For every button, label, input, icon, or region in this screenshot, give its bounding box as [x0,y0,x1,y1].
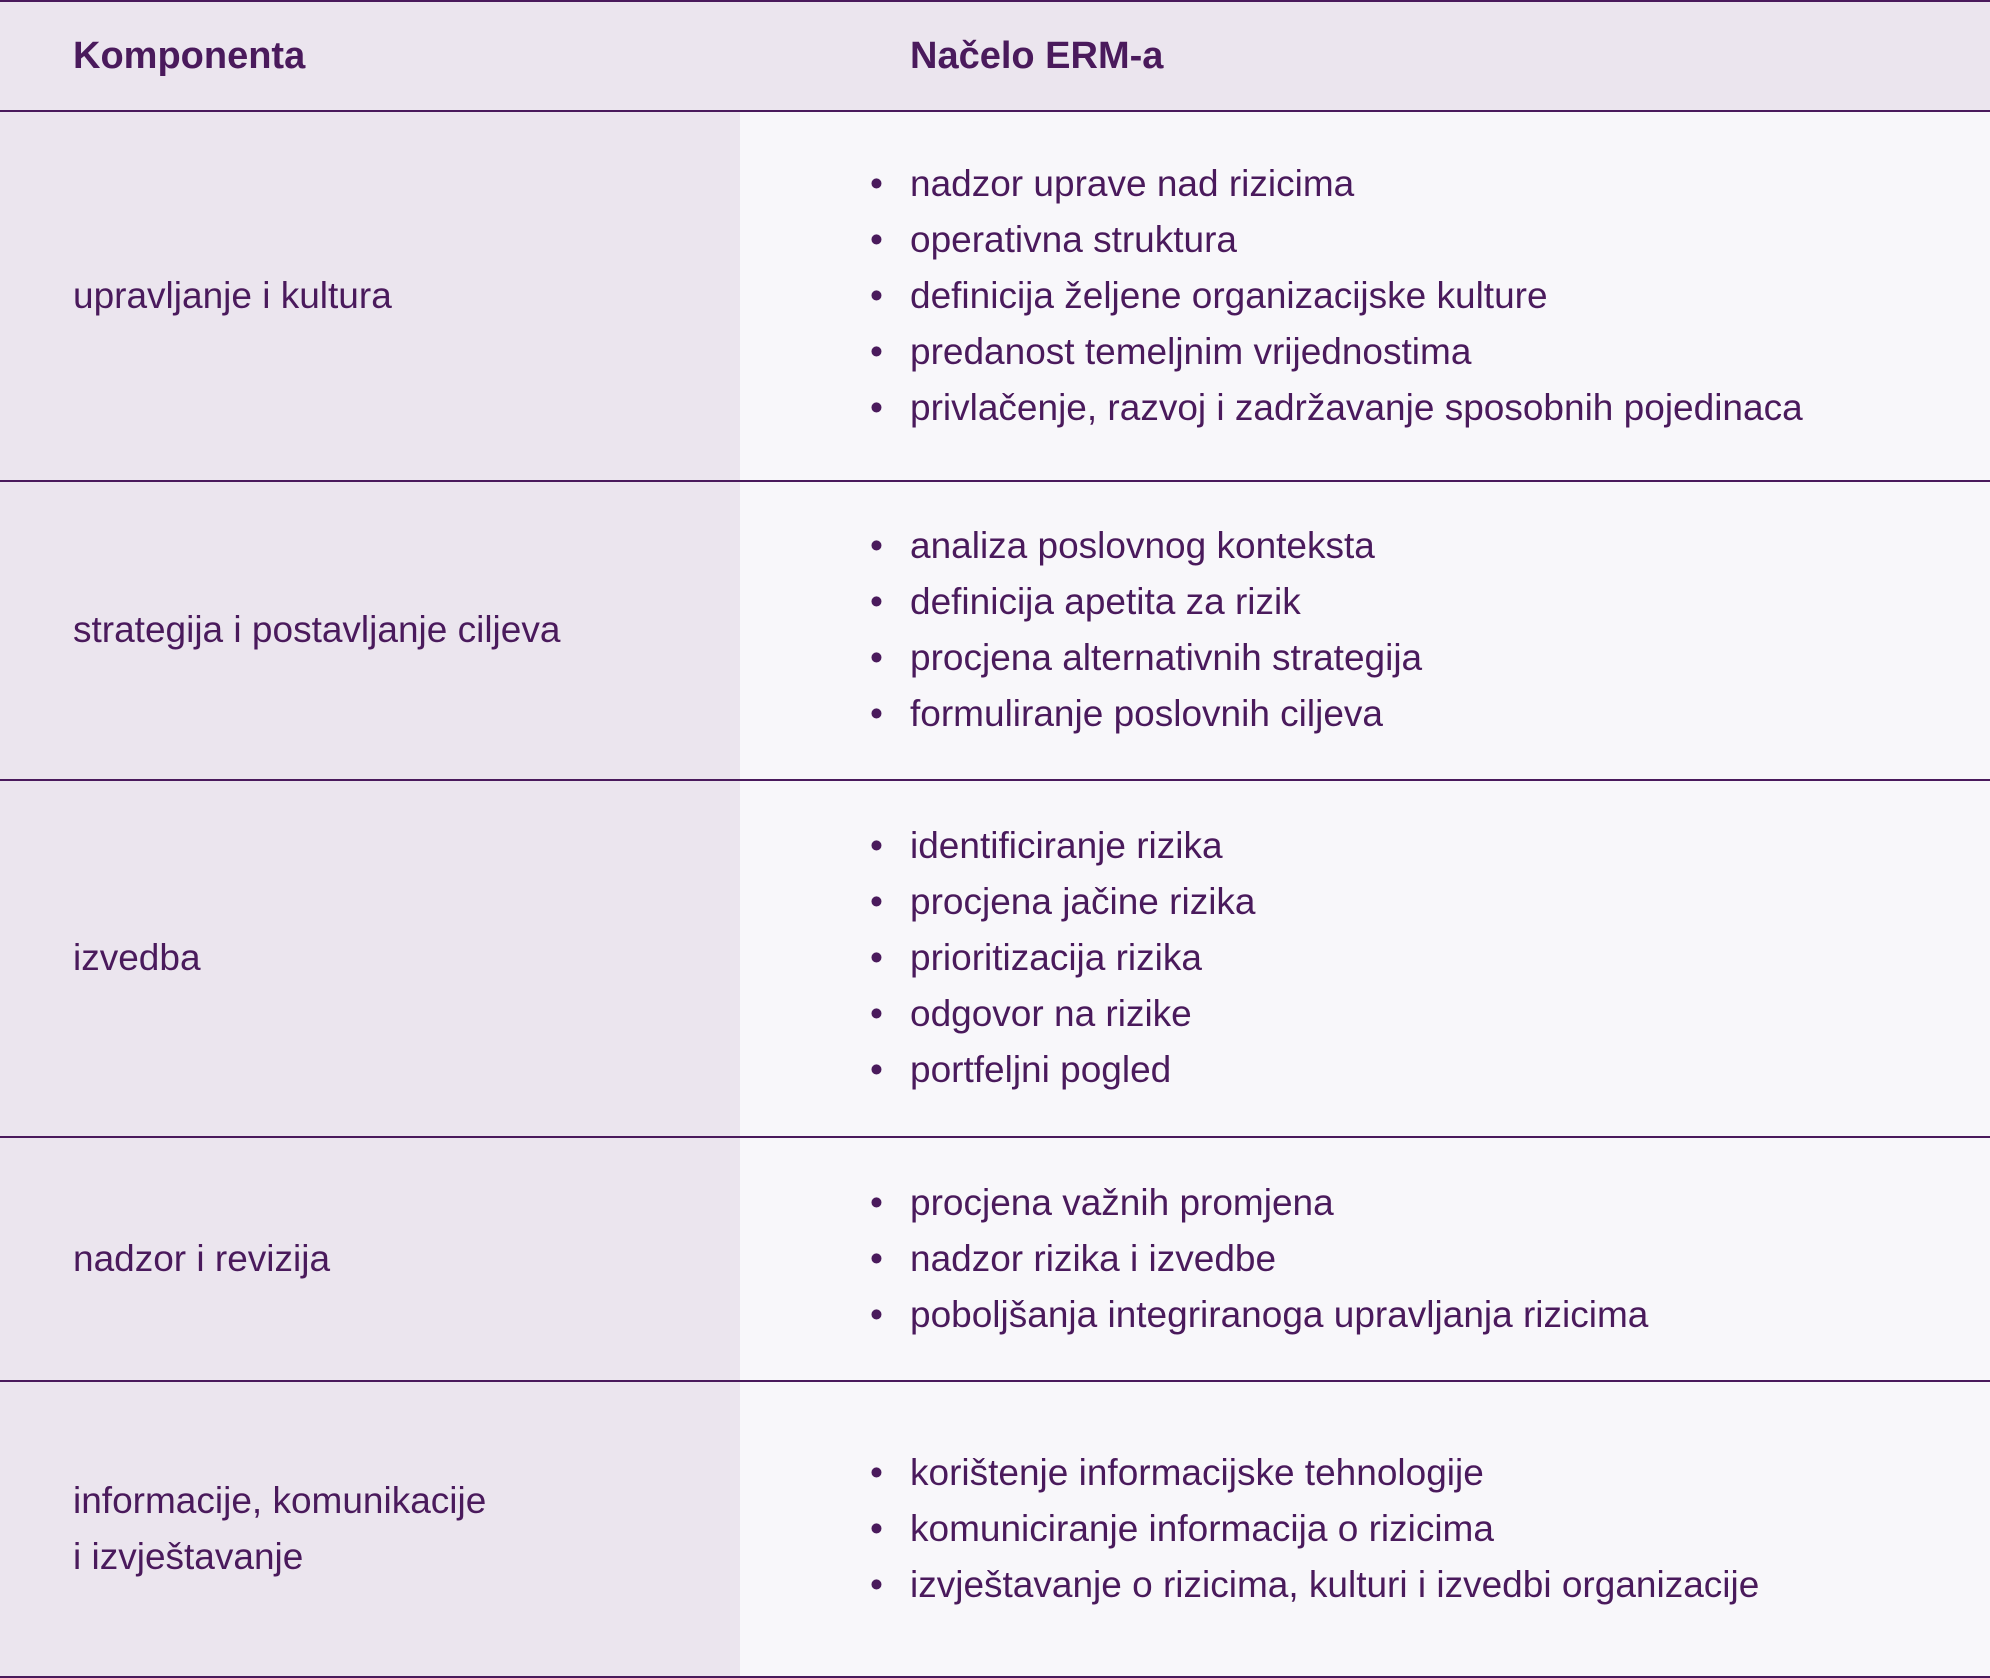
list-item [870,818,1990,874]
bullet-icon: • [870,581,883,623]
component-cell [0,111,740,481]
component-cell [0,481,740,780]
list-item [870,1445,1990,1501]
component-cell [0,1137,740,1382]
principles-cell [740,481,1990,780]
table-header-row [0,1,1990,111]
list-item [870,874,1990,930]
list-item [870,986,1990,1042]
list-item [870,212,1990,268]
principle-text: prioritizacija rizika [910,937,1202,979]
list-item [870,1501,1990,1557]
list-item [870,1231,1990,1287]
principle-text: poboljšanja integriranoga upravljanja rizicima [910,1293,1649,1335]
bullet-icon: • [870,1049,883,1091]
component-label-line: i izvještavanje [73,1536,304,1578]
principle-text: procjena alternativnih strategija [910,637,1423,679]
bullet-icon: • [870,693,883,735]
bullet-icon: • [870,937,883,979]
list-item [870,686,1990,742]
table-row [0,1137,1990,1382]
bullet-icon: • [870,1452,883,1494]
bullet-icon: • [870,1237,883,1279]
principle-text: privlačenje, razvoj i zadržavanje sposobnih pojedinaca [910,386,1803,428]
principles-list [870,818,1990,1098]
bullet-icon: • [870,1293,883,1335]
list-item [870,1175,1990,1231]
table-row [0,1381,1990,1677]
bullet-icon: • [870,881,883,923]
list-item [870,1042,1990,1098]
principle-text: operativna struktura [910,218,1238,260]
principle-text: odgovor na rizike [910,993,1192,1035]
principles-list [870,1175,1990,1343]
bullet-icon: • [870,825,883,867]
principle-text: identificiranje rizika [910,825,1223,867]
header-component: Komponenta [0,1,740,111]
list-item [870,268,1990,324]
component-label-line: informacije, komunikacije [73,1480,487,1522]
component-label: upravljanje i kultura [73,274,392,316]
principle-text: definicija apetita za rizik [910,581,1301,623]
principle-text: izvještavanje o rizicima, kulturi i izvedbi organizacije [910,1564,1760,1606]
component-label: nadzor i revizija [73,1237,331,1279]
bullet-icon: • [870,274,883,316]
principle-text: nadzor uprave nad rizicima [910,162,1355,204]
table-row [0,780,1990,1137]
list-item [870,1557,1990,1613]
principles-list [870,1445,1990,1613]
principles-cell [740,111,1990,481]
bullet-icon: • [870,218,883,260]
principle-text: procjena važnih promjena [910,1181,1334,1223]
principles-cell [740,780,1990,1137]
list-item [870,518,1990,574]
bullet-icon: • [870,993,883,1035]
principles-cell [740,1381,1990,1677]
principle-text: nadzor rizika i izvedbe [910,1237,1277,1279]
component-cell [0,1381,740,1677]
principle-text: korištenje informacijske tehnologije [910,1452,1484,1494]
component-cell [0,780,740,1137]
list-item [870,324,1990,380]
principles-list [870,156,1990,436]
bullet-icon: • [870,386,883,428]
list-item [870,930,1990,986]
principle-text: definicija željene organizacijske kulture [910,274,1548,316]
list-item [870,630,1990,686]
bullet-icon: • [870,1508,883,1550]
principles-cell [740,1137,1990,1382]
principle-text: predanost temeljnim vrijednostima [910,330,1472,372]
table-row [0,481,1990,780]
principle-text: procjena jačine rizika [910,881,1256,923]
principle-text: formuliranje poslovnih ciljeva [910,693,1383,735]
principle-text: portfeljni pogled [910,1049,1172,1091]
bullet-icon: • [870,1564,883,1606]
principles-list [870,518,1990,742]
list-item [870,1287,1990,1343]
principle-text: analiza poslovnog konteksta [910,525,1375,567]
principle-text: komuniciranje informacija o rizicima [910,1508,1494,1550]
bullet-icon: • [870,162,883,204]
bullet-icon: • [870,525,883,567]
bullet-icon: • [870,330,883,372]
table-row [0,111,1990,481]
bullet-icon: • [870,637,883,679]
component-label: strategija i postavljanje ciljeva [73,609,561,651]
component-label: izvedba [73,937,201,979]
list-item [870,574,1990,630]
list-item [870,156,1990,212]
list-item [870,380,1990,436]
bullet-icon: • [870,1181,883,1223]
header-principle: Načelo ERM-a [740,1,1990,111]
